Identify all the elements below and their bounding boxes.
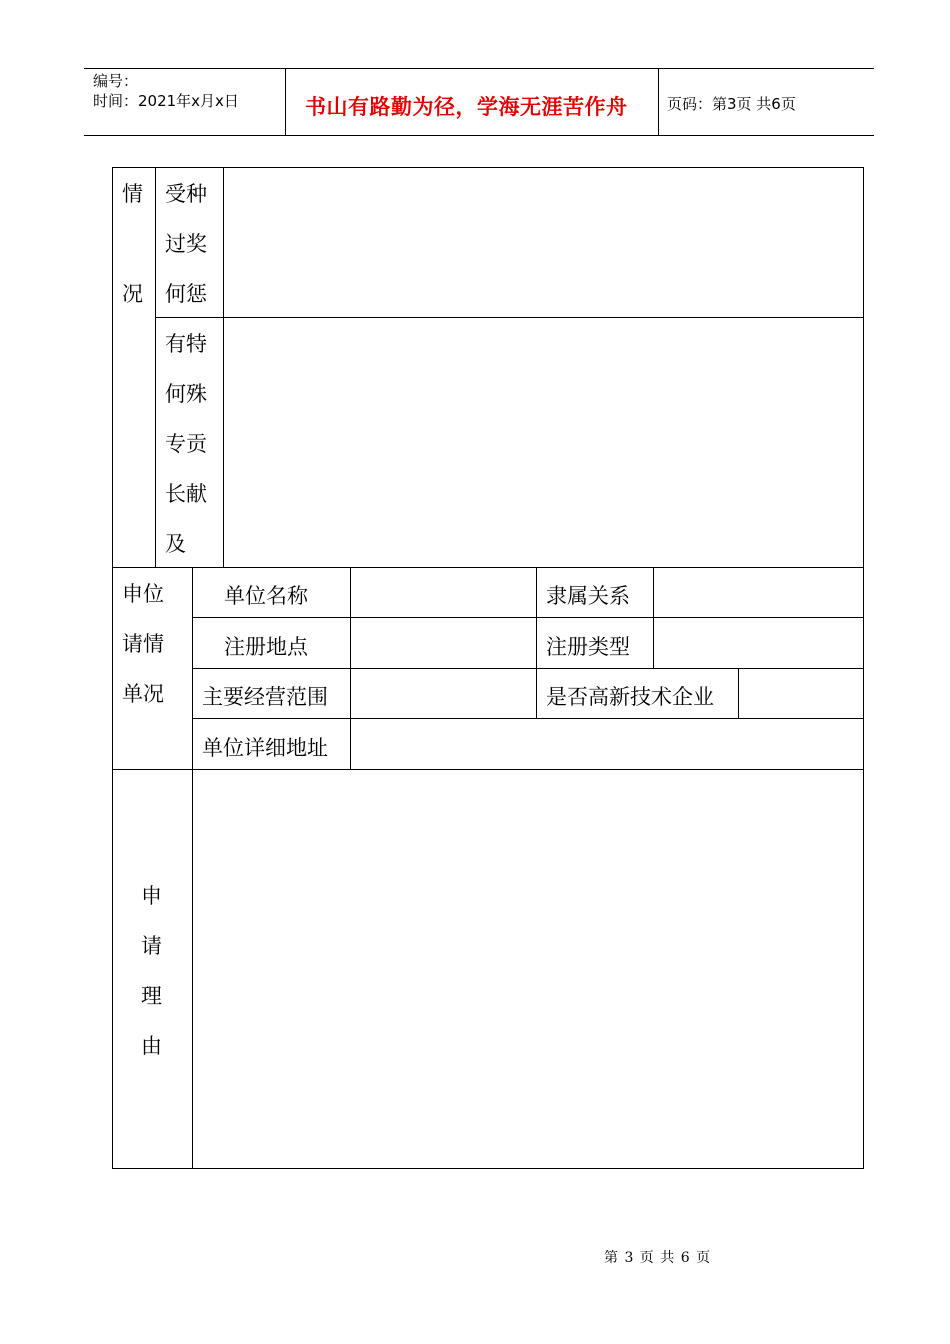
application-reason-label: 申 请 理 由: [141, 884, 162, 1058]
date-label: 时间：2021年x月x日: [93, 92, 239, 110]
registration-type-field[interactable]: [654, 618, 863, 668]
special-contributions-label: 有特 何殊 专贡 长献 及: [165, 332, 207, 556]
hightech-enterprise-label: 是否高新技术企业: [546, 685, 714, 709]
header-top-rule: [84, 68, 874, 69]
registration-place-field[interactable]: [351, 618, 536, 668]
header-motto: 书山有路勤为径，学海无涯苦作舟: [305, 95, 628, 119]
unit-group-label: 申位 请情 单况: [122, 582, 164, 706]
business-scope-field[interactable]: [351, 669, 536, 718]
hightech-enterprise-field[interactable]: [739, 669, 863, 718]
registration-type-label: 注册类型: [546, 635, 630, 659]
grid-v-unit-mid: [536, 567, 537, 719]
header-divider-left: [285, 68, 286, 135]
unit-address-label: 单位详细地址: [202, 736, 328, 760]
affiliation-field[interactable]: [654, 568, 863, 617]
unit-name-label: 单位名称: [224, 584, 308, 608]
special-contributions-field[interactable]: [224, 318, 863, 567]
footer-page-number: 第 3 页 共 6 页: [604, 1250, 712, 1266]
serial-number-label: 编号：: [93, 72, 139, 90]
awards-punishments-field[interactable]: [224, 168, 863, 317]
unit-name-field[interactable]: [351, 568, 536, 617]
affiliation-label: 隶属关系: [546, 584, 630, 608]
awards-punishments-label: 受种 过奖 何惩: [165, 182, 207, 306]
business-scope-label: 主要经营范围: [202, 685, 328, 709]
unit-address-field[interactable]: [351, 719, 863, 769]
registration-place-label: 注册地点: [224, 635, 308, 659]
header-page-label: 页码：第3页 共6页: [667, 95, 796, 113]
grid-v-situation-left: [155, 167, 156, 568]
header-bottom-rule: [84, 135, 874, 136]
header-divider-right: [658, 68, 659, 135]
application-reason-field[interactable]: [193, 770, 863, 1168]
situation-group-label: 情 况: [122, 182, 143, 306]
